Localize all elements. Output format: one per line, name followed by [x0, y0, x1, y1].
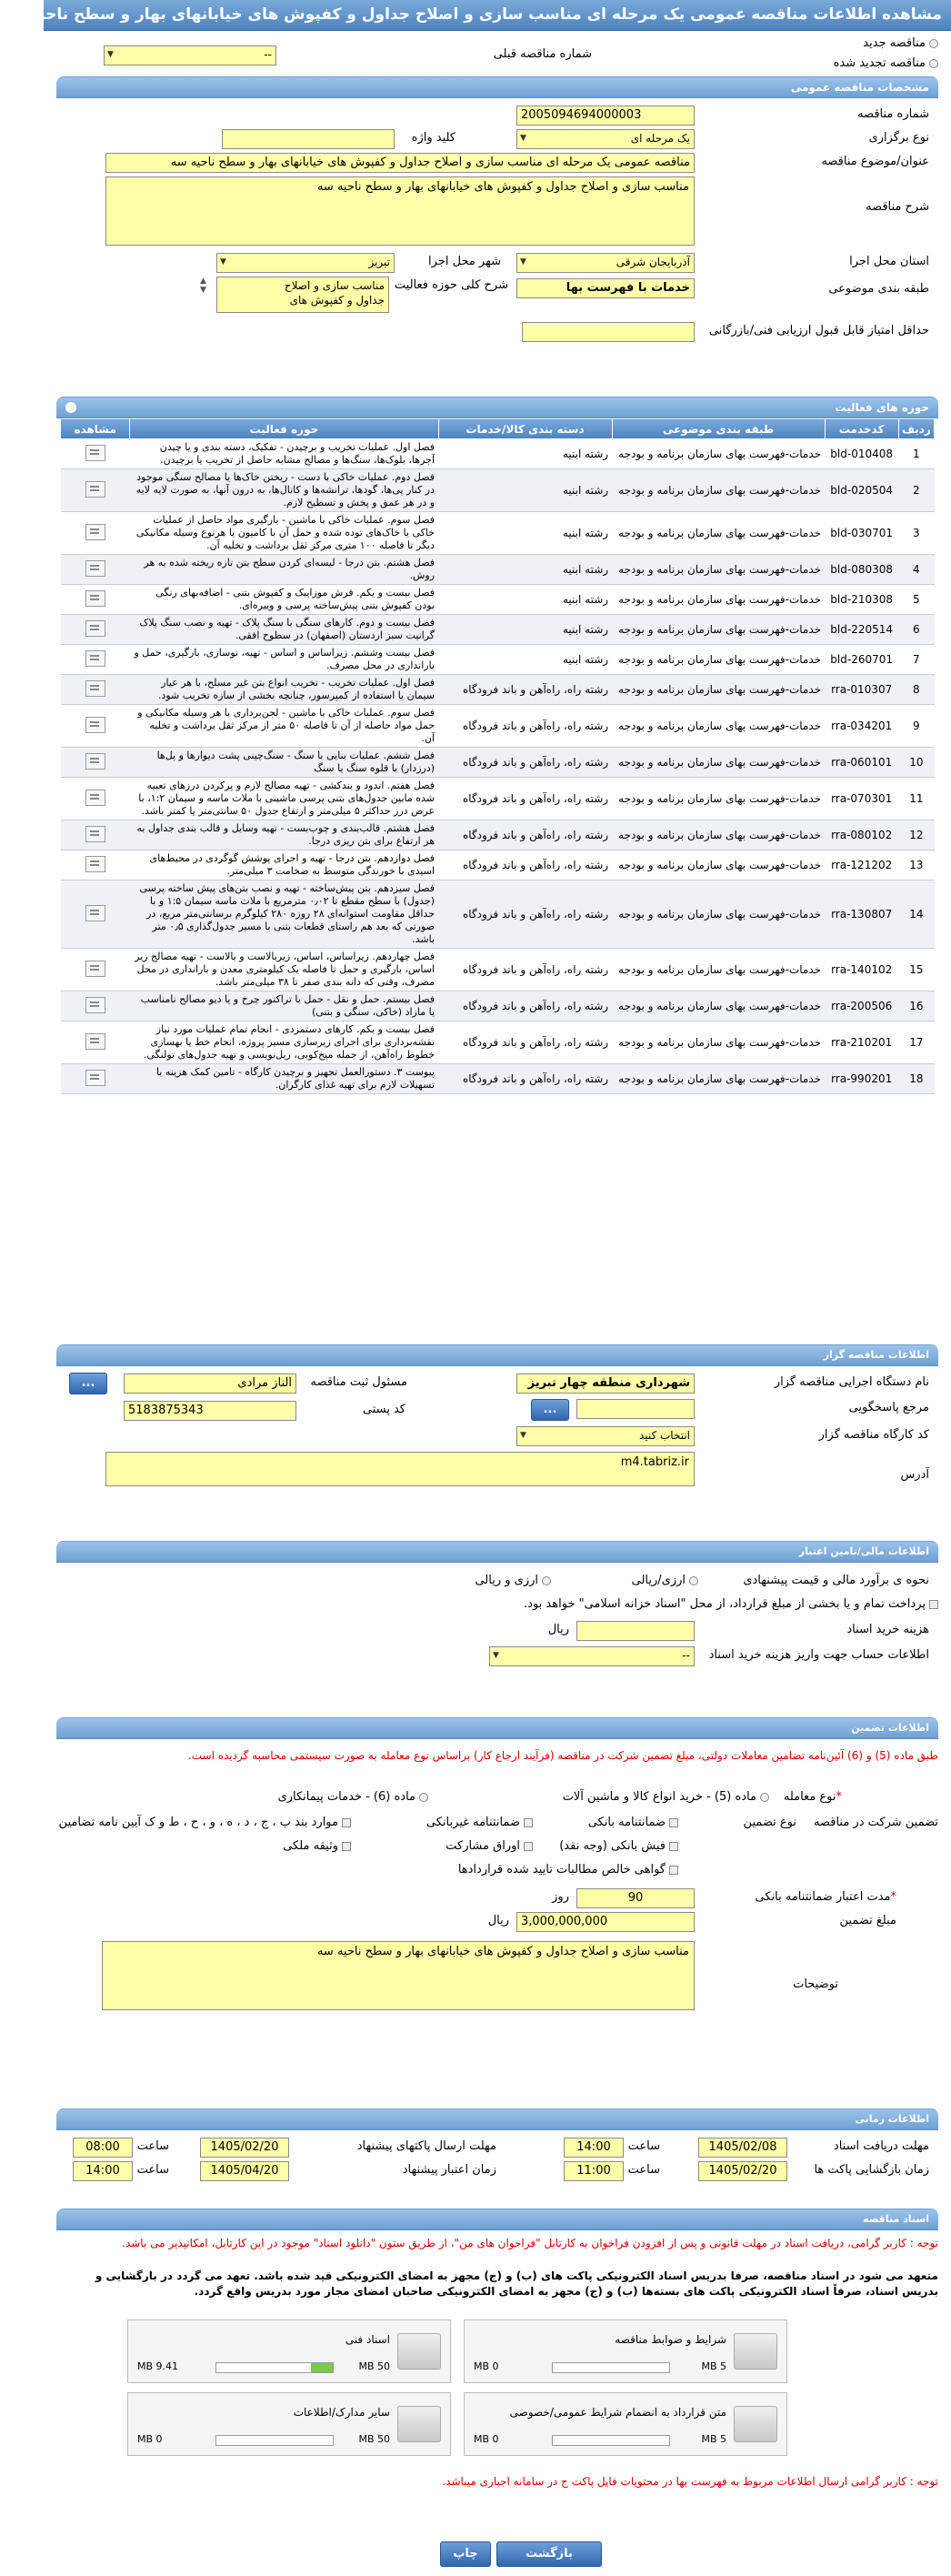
table-cell: 5 — [898, 585, 934, 615]
description-textarea: مناسب سازی و اصلاح جداول و کفپوش های خیابانهای بهار و سطح ناحیه سه — [105, 176, 695, 246]
table-cell: rra-210201 — [825, 1021, 898, 1064]
file-box-other — [127, 2392, 451, 2456]
file-used: 0 MB — [474, 2360, 499, 2372]
view-cell[interactable] — [61, 949, 130, 991]
file-progress — [215, 2435, 334, 2446]
table-cell: فصل هفتم. اندود و بندکشی - تهیه مصالح لازم و پرکردن درزهای تعبیه شده مابین جدول‌های بتنی پرسی ماشینی با ملات ماسه و سیمان ۱:۲، با عرض درز حداکثر ۵ میلی‌متر و ارتفاع جدول ۵۰ سانتی‌متر یا کمتر باشد. — [130, 778, 438, 820]
general-header: مشخصات مناقصه عمومی — [56, 76, 938, 98]
general-section — [44, 98, 951, 395]
guar-type-bonds[interactable]: اوراق مشارکت — [445, 1839, 533, 1853]
table-cell: پیوست ۳. دستورالعمل تجهیز و برچیدن کارگاه - تامین کمک هزینه با تسهیلات لازم برای تهیه غذای کارگران. — [130, 1064, 438, 1094]
table-cell: خدمات-فهرست بهای سازمان برنامه و بودجه — [612, 748, 825, 778]
ref-label: مرجع پاسخگویی — [848, 1401, 929, 1414]
ref-field — [576, 1399, 695, 1419]
table-cell: 11 — [898, 778, 934, 820]
activity-table — [60, 418, 935, 1094]
file-box-contract — [464, 2392, 787, 2456]
table-cell: رشته ابنیه — [438, 645, 612, 675]
subject-label: عنوان/موضوع مناقصه — [821, 155, 929, 168]
view-cell[interactable] — [61, 615, 130, 645]
table-cell: خدمات-فهرست بهای سازمان برنامه و بودجه — [612, 1064, 825, 1094]
table-cell: rra-140102 — [825, 949, 898, 991]
table-cell: 18 — [898, 1064, 934, 1094]
view-cell[interactable] — [61, 748, 130, 778]
view-document-icon[interactable] — [85, 590, 105, 607]
fin-section — [44, 1563, 951, 1716]
table-cell: bld-010408 — [825, 439, 898, 469]
table-cell: rra-121202 — [825, 850, 898, 880]
table-cell: خدمات-فهرست بهای سازمان برنامه و بودجه — [612, 469, 825, 512]
time-header: اطلاعات زمانی — [56, 2108, 938, 2130]
doc-recv-time-label: ساعت — [627, 2139, 660, 2153]
valid-time-label: ساعت — [136, 2163, 169, 2177]
keyword-label: کلید واژه — [411, 131, 455, 145]
table-row — [61, 880, 935, 949]
validity-unit: روز — [552, 1890, 569, 1904]
prev-number-label: شماره مناقصه قبلی — [493, 47, 592, 61]
table-cell: فصل بیست وششم. زیراساس و اساس - تهیه، نوسازی، بارگیری، حمل و بارانداری در محل مصرف. — [130, 645, 438, 675]
guar-label: تضمین شرکت در مناقصه — [813, 1816, 938, 1829]
city-label: شهر محل اجرا — [428, 255, 501, 268]
table-cell: خدمات-فهرست بهای سازمان برنامه و بودجه — [612, 778, 825, 820]
file-max: 50 MB — [358, 2433, 390, 2445]
table-cell: bld-020504 — [825, 469, 898, 512]
table-cell: فصل بیست و یکم. کارهای دستمزدی - انجام تمام عملیات مورد نیاز نقشه‌برداری برای اجرای زیرسازی مسیر پروژه، انجام خط یا بهسازی خطوط راه‌آهن، از جمله میخ‌کوبی، ریل‌نویسی و تهیه جدول‌های تولنگی. — [130, 1021, 438, 1064]
view-document-icon[interactable] — [85, 997, 105, 1013]
table-cell: rra-080102 — [825, 820, 898, 850]
table-row — [61, 705, 935, 748]
view-document-icon[interactable] — [85, 620, 105, 637]
view-document-icon[interactable] — [85, 1070, 105, 1086]
folder-icon[interactable] — [734, 2333, 777, 2370]
table-cell: 6 — [898, 615, 934, 645]
view-cell[interactable] — [61, 439, 130, 469]
table-cell: فصل بیستم. حمل و نقل - حمل با تراکتور چرخ و یا دیو مصالح نامناسب یا مازاد (خاکی، سنگی و بتنی) — [130, 991, 438, 1021]
open-label: زمان بازگشایی پاکت ها — [814, 2163, 929, 2177]
table-row — [61, 778, 935, 820]
table-cell: رشته ابنیه — [438, 615, 612, 645]
table-cell: bld-260701 — [825, 645, 898, 675]
field-item[interactable]: مناسب سازی و اصلاح — [284, 279, 385, 292]
table-cell: 13 — [898, 850, 934, 880]
table-cell: 14 — [898, 880, 934, 949]
view-document-icon[interactable] — [85, 560, 105, 577]
table-cell: خدمات-فهرست بهای سازمان برنامه و بودجه — [612, 850, 825, 880]
table-cell: خدمات-فهرست بهای سازمان برنامه و بودجه — [612, 585, 825, 615]
table-row — [61, 469, 935, 512]
table-cell: bld-220514 — [825, 615, 898, 645]
table-cell: فصل سوم. عملیات خاکی با ماشین - بارگیری مواد حاصل از عملیات خاکی یا خاک‌های توده شده و حمل آن با کامیون یا هرنوع وسیله مکانیکی دیگر تا فاصله ۱۰۰ متری مرکز ثقل برداشت و تخلیه آن. — [130, 512, 438, 555]
open-time-label: ساعت — [627, 2163, 660, 2177]
back-button[interactable]: بازگشت — [496, 2541, 602, 2567]
table-cell: رشته راه، راه‌آهن و باند فرودگاه — [438, 820, 612, 850]
view-document-icon[interactable] — [85, 1033, 105, 1050]
rial-fx-radio[interactable]: ارزی/ریالی — [632, 1574, 698, 1587]
table-cell: rra-034201 — [825, 705, 898, 748]
table-cell: رشته راه، راه‌آهن و باند فرودگاه — [438, 1021, 612, 1064]
file-label: سایر مدارک/اطلاعات — [293, 2406, 390, 2419]
table-row — [61, 555, 935, 585]
guar-type-property[interactable]: وثیقه ملکی — [283, 1839, 351, 1853]
table-cell: 9 — [898, 705, 934, 748]
table-row — [61, 615, 935, 645]
amount-unit: ریال — [487, 1914, 509, 1927]
folder-icon[interactable] — [734, 2406, 777, 2442]
guar-type-claims[interactable]: گواهی خالص مطالبات تایید شده قراردادها — [458, 1863, 678, 1877]
holding-type-select[interactable]: یک مرحله ای ▼ — [516, 129, 695, 149]
page-title: مشاهده اطلاعات مناقصه عمومی یک مرحله ای مناسب سازی و اصلاح جداول و کفپوش های خیابانهای بهار و سطح ناحیه سه — [44, 0, 951, 31]
table-cell: فصل هشتم. بتن درجا - لیسه‌ای کردن سطح بتن تازه ریخته شده به هر روش. — [130, 555, 438, 585]
notes-textarea: مناسب سازی و اصلاح جداول و کفپوش های خیابانهای بهار و سطح ناحیه سه — [102, 1941, 695, 2010]
col-code: کدخدمت — [825, 419, 898, 439]
table-cell: 8 — [898, 675, 934, 705]
table-cell: فصل سوم. عملیات خاکی با ماشین - لجن‌برداری با هر وسیله مکانیکی و حمل مواد حاصله از آن تا فاصله ۵۰ متر از مرکز ثقل برداشت و تخلیه آن. — [130, 705, 438, 748]
view-cell[interactable] — [61, 469, 130, 512]
table-cell: 16 — [898, 991, 934, 1021]
doc-fee-label: هزینه خرید اسناد — [846, 1623, 929, 1636]
col-group: دسته بندی کالا/خدمات — [438, 419, 612, 439]
view-document-icon[interactable] — [85, 753, 105, 770]
table-cell: رشته ابنیه — [438, 439, 612, 469]
deal-type-6-radio[interactable]: ماده (6) - خدمات پیمانکاری — [278, 1790, 428, 1804]
table-cell: 12 — [898, 820, 934, 850]
view-cell[interactable] — [61, 705, 130, 748]
table-cell: rra-010307 — [825, 675, 898, 705]
table-cell: 7 — [898, 645, 934, 675]
file-label: متن قرارداد به انضمام شرایط عمومی/خصوصی — [509, 2406, 726, 2419]
table-cell: رشته راه، راه‌آهن و باند فرودگاه — [438, 850, 612, 880]
col-view: مشاهده — [61, 419, 130, 439]
table-cell: 1 — [898, 439, 934, 469]
file-used: 0 MB — [137, 2433, 163, 2445]
ref-select-button[interactable]: ... — [531, 1399, 569, 1421]
account-select[interactable]: -- ▼ — [489, 1646, 695, 1666]
view-document-icon[interactable] — [85, 717, 105, 733]
address-field: m4.tabriz.ir — [105, 1452, 695, 1486]
table-cell: bld-030701 — [825, 512, 898, 555]
validity-label: *مدت اعتبار ضمانتنامه بانکی — [755, 1890, 896, 1904]
table-cell: خدمات-فهرست بهای سازمان برنامه و بودجه — [612, 675, 825, 705]
col-row: ردیف — [898, 419, 934, 439]
table-row — [61, 675, 935, 705]
field-scroll-icon[interactable]: ▲ ▼ — [200, 277, 206, 295]
view-cell[interactable] — [61, 778, 130, 820]
org-name-field: شهرداری منطقه چهار تبریز — [516, 1374, 695, 1394]
view-document-icon[interactable] — [85, 680, 105, 697]
file-max: 50 MB — [358, 2360, 390, 2372]
guar-type-nonbank[interactable]: ضمانتنامه غیربانکی — [426, 1816, 533, 1829]
view-cell[interactable] — [61, 850, 130, 880]
table-row — [61, 439, 935, 469]
table-cell: فصل ششم. عملیات بنایی با سنگ - سنگ‌چینی پشت دیوارها و پل‌ها (درزدار) با قلوه سنگ یا سنگ — [130, 748, 438, 778]
table-cell: رشته راه، راه‌آهن و باند فرودگاه — [438, 880, 612, 949]
send-label: مهلت ارسال پاکتهای پیشنهاد — [356, 2139, 496, 2153]
deal-type-label: *نوع معامله — [783, 1790, 842, 1804]
subject-field: مناقصه عمومی یک مرحله ای مناسب سازی و اصلاح جداول و کفپوش های خیابانهای بهار و سطح ناحیه سه — [105, 153, 695, 173]
table-cell: bld-080308 — [825, 555, 898, 585]
doc-recv-label: مهلت دریافت اسناد — [833, 2139, 929, 2153]
view-cell[interactable] — [61, 880, 130, 949]
send-time: 08:00 — [73, 2138, 133, 2158]
field-item[interactable]: جداول و کفپوش های — [289, 294, 385, 307]
table-cell: خدمات-فهرست بهای سازمان برنامه و بودجه — [612, 555, 825, 585]
table-cell: 17 — [898, 1021, 934, 1064]
table-cell: رشته ابنیه — [438, 512, 612, 555]
reg-name-field: الناز مرادی — [124, 1374, 296, 1394]
folder-icon[interactable] — [397, 2333, 441, 2370]
file-label: شرایط و ضوابط مناقصه — [615, 2333, 726, 2346]
guar-type-clauses[interactable]: موارد بند ب ، ج ، د ، ه ، و ، ح ، ط و ک آیین نامه تضامین — [59, 1816, 351, 1829]
send-date: 1405/02/20 — [200, 2138, 289, 2158]
table-cell: خدمات-فهرست بهای سازمان برنامه و بودجه — [612, 645, 825, 675]
docs-note: توجه : کاربر گرامی، دریافت اسناد در مهلت قانونی و پس از افزودن فراخوان به کارتابل "فراخوان های من"، از طریق ستون "دانلود اسناد" موجود در این کارتابل، امکانپذیر می باشد. — [122, 2237, 938, 2249]
table-cell: خدمات-فهرست بهای سازمان برنامه و بودجه — [612, 1021, 825, 1064]
col-category: طبقه بندی موضوعی — [612, 419, 825, 439]
table-cell: فصل بیست و یکم. فرش موزاییک و کفپوش بتنی - اضافه‌بهای رنگی بودن کفپوش بتنی پیش‌ساخته پرسی و ویبره‌ای. — [130, 585, 438, 615]
valid-date: 1405/04/20 — [200, 2161, 289, 2181]
valid-label: زمان اعتبار پیشنهاد — [402, 2163, 496, 2177]
view-document-icon[interactable] — [85, 856, 105, 872]
time-section — [44, 2130, 951, 2207]
province-select[interactable]: آذربایجان شرقی ▼ — [516, 253, 695, 273]
file-progress — [215, 2362, 334, 2373]
keyword-field[interactable] — [222, 129, 395, 149]
view-cell[interactable] — [61, 1064, 130, 1094]
table-cell: خدمات-فهرست بهای سازمان برنامه و بودجه — [612, 949, 825, 991]
open-date: 1405/02/20 — [698, 2161, 787, 2181]
open-time: 11:00 — [564, 2161, 624, 2181]
valid-time: 14:00 — [73, 2161, 133, 2181]
docs-header: اسناد مناقصه — [56, 2209, 938, 2230]
collapse-icon[interactable] — [65, 402, 76, 413]
table-cell: فصل دوم. عملیات خاکی با دست - ریختن خاک‌ها یا مصالح سنگی موجود در کنار پی‌ها، گودها، ترانشه‌ها و کانال‌ها، به درون آنها، به صورت لایه لایه و در هر عمق و پخش و تسطیح لازم. — [130, 469, 438, 512]
table-cell: رشته ابنیه — [438, 585, 612, 615]
table-cell: رشته راه، راه‌آهن و باند فرودگاه — [438, 991, 612, 1021]
table-cell: خدمات-فهرست بهای سازمان برنامه و بودجه — [612, 705, 825, 748]
renewed-tender-radio[interactable]: مناقصه تجدید شده — [834, 56, 938, 70]
doc-fee-currency: ریال — [547, 1623, 569, 1636]
field-label: شرح کلی حوزه فعالیت — [394, 278, 508, 292]
view-document-icon[interactable] — [85, 826, 105, 842]
table-cell: رشته ابنیه — [438, 469, 612, 512]
validity-field: 90 — [576, 1888, 695, 1908]
view-document-icon[interactable] — [85, 481, 105, 498]
guar-header: اطلاعات تضمین — [56, 1717, 938, 1739]
table-cell: فصل اول. عملیات تخریب و برچیدن - تفکیک، دسته بندی و یا چیدن آجرها، بلوک‌ها، سنگ‌ها و مصالح مشابه حاصل از تخریب یا برچیدن. — [130, 439, 438, 469]
file-progress — [552, 2435, 670, 2446]
file-progress — [552, 2362, 670, 2373]
workshop-select[interactable]: انتخاب کنید ▼ — [516, 1426, 695, 1446]
table-row — [61, 949, 935, 991]
table-cell: خدمات-فهرست بهای سازمان برنامه و بودجه — [612, 880, 825, 949]
table-cell: فصل سیزدهم. بتن پیش‌ساخته - تهیه و نصب بتن‌های پیش ساخته پرسی (جدول) با سطح مقطع تا ۰٫۰۲ مترمربع با ملات ماسه سیمان ۱:۵ و با حداقل مقاومت استوانه‌ای ۲۸ روزه ۲۸۰ کیلوگرم برسانتی‌متر مربع، در صورتی که بعد هم راستای قطعات بتنی با مسیر جدول‌گذاری ۰٫۵ متر باشد. — [130, 880, 438, 949]
file-used: 0 MB — [474, 2433, 499, 2445]
table-cell: rra-130807 — [825, 880, 898, 949]
table-cell: رشته راه، راه‌آهن و باند فرودگاه — [438, 748, 612, 778]
min-score-label: حداقل امتیاز قابل قبول ارزیابی فنی/بازرگانی — [708, 324, 929, 337]
category-label: طبقه بندی موضوعی — [828, 282, 929, 296]
activity-section — [44, 418, 951, 1343]
table-cell: rra-990201 — [825, 1064, 898, 1094]
reg-label: مسئول ثبت مناقصه — [310, 1375, 407, 1389]
send-time-label: ساعت — [136, 2139, 169, 2153]
docs-section — [44, 2230, 951, 2521]
file-box-terms — [464, 2319, 787, 2383]
file-used: 9.41 MB — [137, 2360, 179, 2372]
view-cell[interactable] — [61, 585, 130, 615]
org-section — [44, 1366, 951, 1539]
table-cell: 10 — [898, 748, 934, 778]
fx-or-rial-radio[interactable]: ارزی و ریالی — [475, 1574, 551, 1587]
view-document-icon[interactable] — [85, 524, 105, 540]
workshop-label: کد کارگاه مناقصه گزار — [818, 1428, 929, 1442]
table-cell: خدمات-فهرست بهای سازمان برنامه و بودجه — [612, 615, 825, 645]
table-row — [61, 1064, 935, 1094]
table-cell: خدمات-فهرست بهای سازمان برنامه و بودجه — [612, 991, 825, 1021]
view-cell[interactable] — [61, 645, 130, 675]
notes-label: توضیحات — [793, 1977, 838, 1991]
file-box-technical — [127, 2319, 451, 2383]
account-label: اطلاعات حساب جهت واریز هزینه خرید اسناد — [708, 1648, 929, 1662]
file-max: 5 MB — [701, 2360, 726, 2372]
table-cell: رشته راه، راه‌آهن و باند فرودگاه — [438, 675, 612, 705]
tender-number-field: 2005094694000003 — [516, 106, 695, 126]
docs-commitment: متعهد می شود در اسناد مناقصه، صرفا بدریس اسناد الکترونیکی پاکت های (ب) و (ج) مجهز به امضای الکترونیکی قید شده باشد. تعهد می گردد در بارگشایی و بدریس اسناد، صرفاً اسناد الکترونیکی پاکت های بسته‌ها (ب) و (ج) مجهز به امضای الکترونیکی صاحبان امضای مجاز مورد بدریس واقع گردد. — [95, 2269, 938, 2298]
doc-fee-field — [576, 1621, 695, 1641]
table-row — [61, 991, 935, 1021]
table-cell: rra-200506 — [825, 991, 898, 1021]
guar-notice: طبق ماده (5) و (6) آئین‌نامه تضامین معاملات دولتی، مبلغ تضمین شرکت در مناقصه (فرآیند ارجاع کار) براساس نوع معامله به صورت سیستمی محاسبه گردیده است. — [187, 1749, 938, 1762]
table-cell: 4 — [898, 555, 934, 585]
postal-field: 5183875343 — [124, 1401, 296, 1421]
category-field: خدمات با فهرست بها — [516, 278, 695, 298]
view-cell[interactable] — [61, 555, 130, 585]
table-cell: 3 — [898, 512, 934, 555]
table-cell: 2 — [898, 469, 934, 512]
guar-type-label: نوع تضمین — [743, 1816, 796, 1829]
table-row — [61, 820, 935, 850]
table-row — [61, 850, 935, 880]
view-document-icon[interactable] — [85, 905, 105, 921]
file-max: 5 MB — [701, 2433, 726, 2445]
field-listbox[interactable] — [216, 277, 389, 313]
table-row — [61, 585, 935, 615]
view-cell[interactable] — [61, 512, 130, 555]
view-cell[interactable] — [61, 991, 130, 1021]
col-field: حوزه فعالیت — [130, 419, 438, 439]
desc-label: شرح مناقصه — [866, 200, 929, 214]
org-name-label: نام دستگاه اجرایی مناقصه گزار — [774, 1375, 929, 1389]
deal-type-5-radio[interactable]: ماده (5) - خرید انواع کالا و ماشین آلات — [563, 1790, 769, 1804]
table-cell: فصل چهاردهم. زیراساس، اساس، زیربالاست و بالاست - تهیه مصالح زیر اساس، بارگیری و حمل تا فاصله یک کیلومتری معدن و بارانداری در محل مصرف، وقتی که دانه بندی صفر تا ۳۸ میلی‌متر باشد. — [130, 949, 438, 991]
guar-type-bank[interactable]: ضمانتنامه بانکی — [588, 1816, 678, 1829]
org-header: اطلاعات مناقصه گزار — [56, 1344, 938, 1366]
docs-price-note: توجه : کاربر گرامی ارسال اطلاعات مربوط به فهرست بها در محتویات فایل پاکت ج در سامانه اجباری میباشد. — [442, 2475, 938, 2488]
table-cell: bld-210308 — [825, 585, 898, 615]
number-label: شماره مناقصه — [857, 107, 929, 121]
view-cell[interactable] — [61, 675, 130, 705]
reg-select-button[interactable]: ... — [69, 1373, 107, 1394]
table-cell: فصل بیست و دوم. کارهای سنگی با سنگ پلاک - تهیه و نصب سنگ پلاک گرانیت سبز اردستان (اصفهان) در سطوح افقی. — [130, 615, 438, 645]
guar-type-cash[interactable]: فیش بانکی (وجه نقد) — [559, 1839, 678, 1853]
prev-number-select[interactable]: -- ▼ — [104, 45, 276, 65]
view-cell[interactable] — [61, 820, 130, 850]
tender-type-options — [44, 31, 951, 75]
table-cell: خدمات-فهرست بهای سازمان برنامه و بودجه — [612, 512, 825, 555]
table-row — [61, 748, 935, 778]
view-cell[interactable] — [61, 1021, 130, 1064]
view-document-icon[interactable] — [85, 650, 105, 667]
doc-recv-time: 14:00 — [564, 2138, 624, 2158]
table-cell: رشته راه، راه‌آهن و باند فرودگاه — [438, 705, 612, 748]
table-cell: فصل هشتم. قالب‌بندی و چوب‌بست - تهیه وسایل و قالب بندی جداول به هر ارتفاع برای بتن ریزی درجا. — [130, 820, 438, 850]
file-label: اسناد فنی — [345, 2333, 390, 2346]
table-cell: رشته ابنیه — [438, 555, 612, 585]
treasury-checkbox[interactable]: پرداخت تمام و یا بخشی از مبلغ قرارداد، از محل "اسناد خزانه اسلامی" خواهد بود. — [524, 1597, 938, 1611]
view-document-icon[interactable] — [85, 790, 105, 806]
footer-buttons — [44, 2521, 951, 2576]
table-cell: فصل اول. عملیات تخریب - تخریب انواع بتن غیر مسلح، با هر عیار سیمان با استفاده از کمپرسور، چنانچه بخشی از سازه تخریب شود. — [130, 675, 438, 705]
new-tender-radio[interactable]: مناقصه جدید — [863, 36, 938, 50]
view-document-icon[interactable] — [85, 961, 105, 977]
view-document-icon[interactable] — [85, 445, 105, 461]
estimate-label: نحوه ی برآورد مالی و قیمت پیشنهادی — [743, 1574, 929, 1587]
table-cell: رشته راه، راه‌آهن و باند فرودگاه — [438, 949, 612, 991]
type-label: نوع برگزاری — [868, 131, 929, 145]
table-cell: رشته راه، راه‌آهن و باند فرودگاه — [438, 1064, 612, 1094]
amount-label: مبلغ تضمین — [839, 1914, 896, 1927]
table-cell: فصل دوازدهم. بتن درجا - تهیه و اجرای پوشش گوگردی در محیط‌های اسیدی با خورندگی متوسط به ضخامت ۳ میلی‌متر. — [130, 850, 438, 880]
fin-header: اطلاعات مالی/تامین اعتبار — [56, 1541, 938, 1563]
table-row — [61, 1021, 935, 1064]
table-cell: خدمات-فهرست بهای سازمان برنامه و بودجه — [612, 820, 825, 850]
table-cell: رشته راه، راه‌آهن و باند فرودگاه — [438, 778, 612, 820]
guar-section — [44, 1739, 951, 2107]
table-cell: rra-070301 — [825, 778, 898, 820]
address-label: آدرس — [900, 1468, 929, 1482]
table-row — [61, 645, 935, 675]
table-cell: خدمات-فهرست بهای سازمان برنامه و بودجه — [612, 439, 825, 469]
province-label: استان محل اجرا — [849, 255, 929, 268]
table-row — [61, 512, 935, 555]
table-cell: 15 — [898, 949, 934, 991]
postal-label: کد پستی — [362, 1403, 405, 1416]
folder-icon[interactable] — [397, 2406, 441, 2442]
city-select[interactable]: تبریز ▼ — [216, 253, 395, 273]
amount-field: 3,000,000,000 — [516, 1912, 695, 1932]
min-score-field — [522, 322, 695, 342]
print-button[interactable]: چاپ — [440, 2541, 491, 2567]
doc-recv-date: 1405/02/08 — [698, 2138, 787, 2158]
table-cell: rra-060101 — [825, 748, 898, 778]
activity-header: حوزه های فعالیت — [56, 397, 938, 418]
